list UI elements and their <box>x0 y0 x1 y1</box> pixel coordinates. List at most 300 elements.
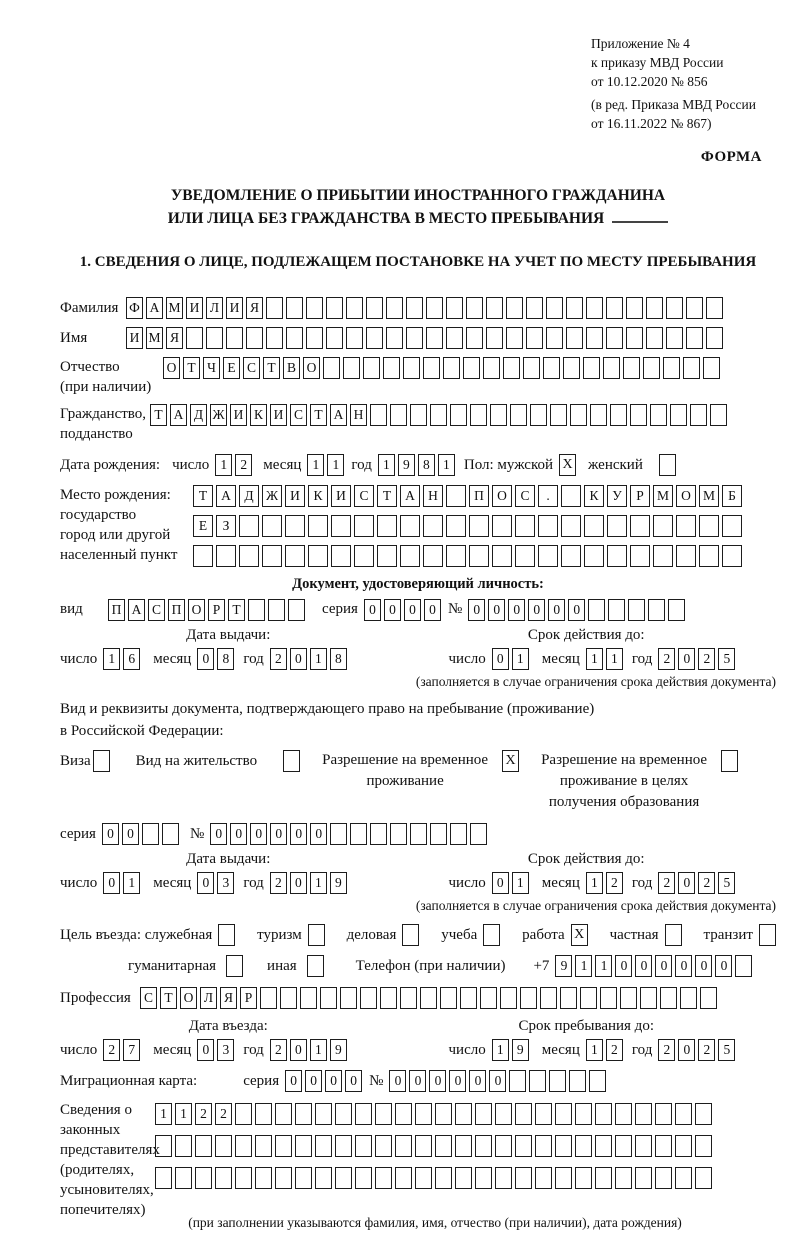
char-cell[interactable] <box>443 357 460 379</box>
char-cell[interactable] <box>346 327 363 349</box>
char-cell[interactable] <box>248 599 265 621</box>
char-cell[interactable] <box>463 357 480 379</box>
char-cell[interactable] <box>400 515 420 537</box>
char-cell[interactable] <box>216 545 236 567</box>
char-cell[interactable] <box>470 404 487 426</box>
char-cell[interactable] <box>590 404 607 426</box>
char-cell[interactable]: 2 <box>698 1039 715 1061</box>
char-cell[interactable] <box>239 515 259 537</box>
char-cell[interactable]: 0 <box>492 872 509 894</box>
char-cell[interactable] <box>492 545 512 567</box>
other-checkbox[interactable] <box>307 955 324 977</box>
char-cell[interactable] <box>286 327 303 349</box>
char-cell[interactable] <box>330 823 347 845</box>
char-cell[interactable] <box>308 515 328 537</box>
char-cell[interactable]: Т <box>193 485 213 507</box>
char-cell[interactable] <box>406 297 423 319</box>
char-cell[interactable] <box>175 1167 192 1189</box>
char-cell[interactable] <box>239 545 259 567</box>
char-cell[interactable] <box>560 987 577 1009</box>
char-cell[interactable] <box>695 1135 712 1157</box>
char-cell[interactable]: 0 <box>424 599 441 621</box>
char-cell[interactable]: 1 <box>310 1039 327 1061</box>
char-cell[interactable] <box>607 545 627 567</box>
char-cell[interactable]: 0 <box>389 1070 406 1092</box>
char-cell[interactable] <box>193 545 213 567</box>
business-checkbox[interactable] <box>402 924 419 946</box>
char-cell[interactable] <box>370 404 387 426</box>
char-cell[interactable]: 0 <box>489 1070 506 1092</box>
char-cell[interactable] <box>235 1135 252 1157</box>
char-cell[interactable] <box>635 1167 652 1189</box>
char-cell[interactable] <box>255 1135 272 1157</box>
char-cell[interactable]: Т <box>228 599 245 621</box>
char-cell[interactable] <box>285 545 305 567</box>
char-cell[interactable]: И <box>226 297 243 319</box>
char-cell[interactable]: 9 <box>330 1039 347 1061</box>
char-cell[interactable] <box>655 1103 672 1125</box>
char-cell[interactable] <box>620 987 637 1009</box>
char-cell[interactable] <box>630 515 650 537</box>
char-cell[interactable] <box>675 1103 692 1125</box>
char-cell[interactable] <box>546 327 563 349</box>
char-cell[interactable]: 0 <box>310 823 327 845</box>
char-cell[interactable] <box>668 599 685 621</box>
char-cell[interactable]: 8 <box>330 648 347 670</box>
char-cell[interactable] <box>584 545 604 567</box>
char-cell[interactable] <box>423 545 443 567</box>
char-cell[interactable] <box>430 823 447 845</box>
char-cell[interactable] <box>643 357 660 379</box>
char-cell[interactable] <box>410 404 427 426</box>
char-cell[interactable]: Т <box>150 404 167 426</box>
char-cell[interactable] <box>589 1070 606 1092</box>
char-cell[interactable]: 0 <box>528 599 545 621</box>
char-cell[interactable] <box>680 987 697 1009</box>
char-cell[interactable]: 2 <box>606 1039 623 1061</box>
char-cell[interactable]: 0 <box>250 823 267 845</box>
char-cell[interactable] <box>206 327 223 349</box>
char-cell[interactable] <box>268 599 285 621</box>
char-cell[interactable] <box>515 515 535 537</box>
char-cell[interactable]: 0 <box>655 955 672 977</box>
char-cell[interactable] <box>255 1103 272 1125</box>
char-cell[interactable] <box>530 404 547 426</box>
char-cell[interactable]: 2 <box>270 648 287 670</box>
char-cell[interactable] <box>415 1103 432 1125</box>
char-cell[interactable]: Р <box>240 987 257 1009</box>
char-cell[interactable]: О <box>492 485 512 507</box>
char-cell[interactable] <box>475 1103 492 1125</box>
char-cell[interactable] <box>346 297 363 319</box>
char-cell[interactable] <box>446 297 463 319</box>
char-cell[interactable]: Б <box>722 485 742 507</box>
char-cell[interactable] <box>520 987 537 1009</box>
char-cell[interactable] <box>690 404 707 426</box>
char-cell[interactable]: П <box>168 599 185 621</box>
char-cell[interactable]: 3 <box>217 872 234 894</box>
char-cell[interactable]: 2 <box>103 1039 120 1061</box>
char-cell[interactable] <box>515 545 535 567</box>
char-cell[interactable] <box>326 297 343 319</box>
char-cell[interactable]: 0 <box>404 599 421 621</box>
char-cell[interactable] <box>628 599 645 621</box>
char-cell[interactable] <box>395 1167 412 1189</box>
char-cell[interactable]: 2 <box>698 648 715 670</box>
char-cell[interactable]: 1 <box>575 955 592 977</box>
char-cell[interactable] <box>355 1103 372 1125</box>
char-cell[interactable]: 0 <box>488 599 505 621</box>
char-cell[interactable] <box>586 327 603 349</box>
char-cell[interactable]: 2 <box>215 1103 232 1125</box>
char-cell[interactable]: И <box>186 297 203 319</box>
char-cell[interactable] <box>446 327 463 349</box>
char-cell[interactable] <box>675 1135 692 1157</box>
char-cell[interactable] <box>653 515 673 537</box>
char-cell[interactable]: К <box>584 485 604 507</box>
char-cell[interactable] <box>515 1167 532 1189</box>
char-cell[interactable]: 1 <box>586 872 603 894</box>
char-cell[interactable] <box>335 1167 352 1189</box>
char-cell[interactable] <box>506 297 523 319</box>
char-cell[interactable]: Я <box>166 327 183 349</box>
char-cell[interactable] <box>300 987 317 1009</box>
char-cell[interactable] <box>660 987 677 1009</box>
residence-permit-checkbox[interactable] <box>283 750 300 772</box>
char-cell[interactable] <box>155 1135 172 1157</box>
char-cell[interactable] <box>526 327 543 349</box>
char-cell[interactable] <box>700 987 717 1009</box>
char-cell[interactable]: 5 <box>718 648 735 670</box>
char-cell[interactable] <box>375 1167 392 1189</box>
char-cell[interactable]: О <box>676 485 696 507</box>
tourism-checkbox[interactable] <box>308 924 325 946</box>
char-cell[interactable] <box>326 327 343 349</box>
char-cell[interactable]: 1 <box>175 1103 192 1125</box>
char-cell[interactable]: 0 <box>197 872 214 894</box>
char-cell[interactable]: 0 <box>615 955 632 977</box>
char-cell[interactable] <box>566 297 583 319</box>
char-cell[interactable] <box>503 357 520 379</box>
char-cell[interactable]: 3 <box>217 1039 234 1061</box>
char-cell[interactable]: 1 <box>438 454 455 476</box>
char-cell[interactable] <box>480 987 497 1009</box>
char-cell[interactable] <box>600 987 617 1009</box>
char-cell[interactable] <box>535 1103 552 1125</box>
char-cell[interactable] <box>543 357 560 379</box>
char-cell[interactable]: И <box>270 404 287 426</box>
char-cell[interactable] <box>235 1167 252 1189</box>
char-cell[interactable] <box>500 987 517 1009</box>
char-cell[interactable] <box>646 327 663 349</box>
char-cell[interactable] <box>380 987 397 1009</box>
char-cell[interactable] <box>288 599 305 621</box>
char-cell[interactable] <box>495 1135 512 1157</box>
char-cell[interactable] <box>630 404 647 426</box>
char-cell[interactable]: Н <box>423 485 443 507</box>
char-cell[interactable] <box>215 1167 232 1189</box>
char-cell[interactable] <box>430 404 447 426</box>
edu-permit-checkbox[interactable] <box>721 750 738 772</box>
char-cell[interactable]: 0 <box>197 1039 214 1061</box>
char-cell[interactable] <box>426 327 443 349</box>
char-cell[interactable] <box>415 1167 432 1189</box>
char-cell[interactable] <box>235 1103 252 1125</box>
char-cell[interactable] <box>370 823 387 845</box>
char-cell[interactable]: 2 <box>658 1039 675 1061</box>
char-cell[interactable] <box>366 297 383 319</box>
char-cell[interactable]: Л <box>200 987 217 1009</box>
char-cell[interactable]: 9 <box>398 454 415 476</box>
char-cell[interactable] <box>162 823 179 845</box>
char-cell[interactable]: И <box>331 485 351 507</box>
char-cell[interactable] <box>375 1103 392 1125</box>
char-cell[interactable] <box>262 545 282 567</box>
char-cell[interactable]: 2 <box>235 454 252 476</box>
char-cell[interactable] <box>635 1103 652 1125</box>
char-cell[interactable]: 0 <box>384 599 401 621</box>
char-cell[interactable]: 1 <box>586 648 603 670</box>
char-cell[interactable]: 1 <box>512 648 529 670</box>
char-cell[interactable]: Ж <box>210 404 227 426</box>
char-cell[interactable]: 0 <box>305 1070 322 1092</box>
char-cell[interactable]: 0 <box>290 1039 307 1061</box>
char-cell[interactable]: 2 <box>698 872 715 894</box>
char-cell[interactable] <box>495 1167 512 1189</box>
char-cell[interactable] <box>460 987 477 1009</box>
char-cell[interactable] <box>395 1103 412 1125</box>
char-cell[interactable] <box>615 1135 632 1157</box>
char-cell[interactable]: 5 <box>718 872 735 894</box>
char-cell[interactable] <box>486 297 503 319</box>
char-cell[interactable] <box>495 1103 512 1125</box>
char-cell[interactable] <box>354 545 374 567</box>
char-cell[interactable] <box>538 515 558 537</box>
char-cell[interactable] <box>623 357 640 379</box>
char-cell[interactable]: Р <box>630 485 650 507</box>
char-cell[interactable]: 7 <box>123 1039 140 1061</box>
char-cell[interactable] <box>555 1103 572 1125</box>
char-cell[interactable] <box>446 485 466 507</box>
char-cell[interactable] <box>315 1103 332 1125</box>
char-cell[interactable]: О <box>188 599 205 621</box>
char-cell[interactable] <box>475 1167 492 1189</box>
char-cell[interactable]: 1 <box>310 648 327 670</box>
char-cell[interactable] <box>466 297 483 319</box>
char-cell[interactable]: Я <box>246 297 263 319</box>
char-cell[interactable] <box>561 545 581 567</box>
char-cell[interactable] <box>395 1135 412 1157</box>
char-cell[interactable]: Е <box>223 357 240 379</box>
char-cell[interactable] <box>260 987 277 1009</box>
char-cell[interactable] <box>386 297 403 319</box>
char-cell[interactable]: 0 <box>675 955 692 977</box>
char-cell[interactable] <box>455 1167 472 1189</box>
char-cell[interactable]: 0 <box>695 955 712 977</box>
char-cell[interactable] <box>255 1167 272 1189</box>
char-cell[interactable]: М <box>146 327 163 349</box>
char-cell[interactable] <box>607 515 627 537</box>
char-cell[interactable] <box>275 1167 292 1189</box>
char-cell[interactable] <box>285 515 305 537</box>
char-cell[interactable] <box>663 357 680 379</box>
char-cell[interactable] <box>526 297 543 319</box>
char-cell[interactable] <box>466 327 483 349</box>
char-cell[interactable]: 0 <box>492 648 509 670</box>
char-cell[interactable]: С <box>148 599 165 621</box>
char-cell[interactable] <box>706 297 723 319</box>
char-cell[interactable] <box>670 404 687 426</box>
char-cell[interactable] <box>315 1135 332 1157</box>
char-cell[interactable] <box>486 327 503 349</box>
char-cell[interactable]: 1 <box>310 872 327 894</box>
char-cell[interactable] <box>722 515 742 537</box>
char-cell[interactable] <box>626 327 643 349</box>
char-cell[interactable] <box>406 327 423 349</box>
char-cell[interactable]: Т <box>263 357 280 379</box>
char-cell[interactable] <box>246 327 263 349</box>
char-cell[interactable]: 0 <box>102 823 119 845</box>
char-cell[interactable]: О <box>303 357 320 379</box>
char-cell[interactable]: 1 <box>307 454 324 476</box>
char-cell[interactable] <box>343 357 360 379</box>
char-cell[interactable] <box>608 599 625 621</box>
char-cell[interactable] <box>653 545 673 567</box>
char-cell[interactable] <box>400 987 417 1009</box>
char-cell[interactable]: 1 <box>606 648 623 670</box>
char-cell[interactable] <box>610 404 627 426</box>
char-cell[interactable] <box>538 545 558 567</box>
char-cell[interactable]: 1 <box>586 1039 603 1061</box>
char-cell[interactable] <box>375 1135 392 1157</box>
char-cell[interactable] <box>699 545 719 567</box>
char-cell[interactable] <box>295 1167 312 1189</box>
char-cell[interactable] <box>666 297 683 319</box>
char-cell[interactable] <box>403 357 420 379</box>
male-checkbox[interactable]: X <box>559 454 576 476</box>
char-cell[interactable]: Т <box>310 404 327 426</box>
char-cell[interactable]: О <box>163 357 180 379</box>
char-cell[interactable]: 0 <box>290 823 307 845</box>
char-cell[interactable] <box>666 327 683 349</box>
char-cell[interactable] <box>226 327 243 349</box>
char-cell[interactable] <box>435 1135 452 1157</box>
char-cell[interactable] <box>710 404 727 426</box>
char-cell[interactable]: 1 <box>215 454 232 476</box>
char-cell[interactable]: Д <box>239 485 259 507</box>
char-cell[interactable] <box>377 515 397 537</box>
char-cell[interactable]: С <box>243 357 260 379</box>
char-cell[interactable] <box>510 404 527 426</box>
char-cell[interactable]: 5 <box>718 1039 735 1061</box>
temp-permit-checkbox[interactable]: X <box>502 750 519 772</box>
char-cell[interactable] <box>386 327 403 349</box>
char-cell[interactable]: О <box>180 987 197 1009</box>
char-cell[interactable]: Т <box>160 987 177 1009</box>
char-cell[interactable]: П <box>108 599 125 621</box>
char-cell[interactable]: 1 <box>512 872 529 894</box>
char-cell[interactable] <box>626 297 643 319</box>
char-cell[interactable]: 0 <box>635 955 652 977</box>
char-cell[interactable]: 1 <box>492 1039 509 1061</box>
char-cell[interactable] <box>470 823 487 845</box>
char-cell[interactable] <box>363 357 380 379</box>
char-cell[interactable] <box>635 1135 652 1157</box>
char-cell[interactable]: С <box>140 987 157 1009</box>
char-cell[interactable]: З <box>216 515 236 537</box>
char-cell[interactable]: 2 <box>270 1039 287 1061</box>
char-cell[interactable] <box>435 1103 452 1125</box>
female-checkbox[interactable] <box>659 454 676 476</box>
char-cell[interactable] <box>215 1135 232 1157</box>
char-cell[interactable] <box>595 1135 612 1157</box>
char-cell[interactable]: 0 <box>364 599 381 621</box>
char-cell[interactable] <box>535 1135 552 1157</box>
char-cell[interactable] <box>529 1070 546 1092</box>
char-cell[interactable] <box>483 357 500 379</box>
char-cell[interactable]: 0 <box>103 872 120 894</box>
char-cell[interactable] <box>563 357 580 379</box>
char-cell[interactable] <box>335 1135 352 1157</box>
char-cell[interactable] <box>320 987 337 1009</box>
char-cell[interactable]: 0 <box>345 1070 362 1092</box>
char-cell[interactable]: 1 <box>378 454 395 476</box>
char-cell[interactable]: 0 <box>715 955 732 977</box>
char-cell[interactable]: 2 <box>195 1103 212 1125</box>
char-cell[interactable] <box>550 404 567 426</box>
char-cell[interactable] <box>699 515 719 537</box>
char-cell[interactable]: У <box>607 485 627 507</box>
char-cell[interactable] <box>575 1135 592 1157</box>
char-cell[interactable]: М <box>699 485 719 507</box>
official-checkbox[interactable] <box>218 924 235 946</box>
char-cell[interactable]: М <box>653 485 673 507</box>
char-cell[interactable] <box>420 987 437 1009</box>
char-cell[interactable]: 1 <box>123 872 140 894</box>
char-cell[interactable]: 2 <box>658 648 675 670</box>
char-cell[interactable] <box>142 823 159 845</box>
char-cell[interactable]: 0 <box>568 599 585 621</box>
char-cell[interactable] <box>606 327 623 349</box>
char-cell[interactable] <box>561 485 581 507</box>
char-cell[interactable]: 9 <box>512 1039 529 1061</box>
char-cell[interactable] <box>306 327 323 349</box>
char-cell[interactable] <box>555 1135 572 1157</box>
char-cell[interactable]: А <box>146 297 163 319</box>
char-cell[interactable] <box>175 1135 192 1157</box>
char-cell[interactable] <box>509 1070 526 1092</box>
char-cell[interactable] <box>400 545 420 567</box>
char-cell[interactable] <box>595 1167 612 1189</box>
char-cell[interactable]: 0 <box>285 1070 302 1092</box>
char-cell[interactable] <box>340 987 357 1009</box>
char-cell[interactable] <box>450 404 467 426</box>
char-cell[interactable]: Р <box>208 599 225 621</box>
char-cell[interactable] <box>575 1103 592 1125</box>
char-cell[interactable]: 0 <box>678 872 695 894</box>
char-cell[interactable]: 9 <box>330 872 347 894</box>
char-cell[interactable] <box>584 515 604 537</box>
char-cell[interactable] <box>295 1103 312 1125</box>
char-cell[interactable]: И <box>285 485 305 507</box>
char-cell[interactable]: 1 <box>103 648 120 670</box>
private-checkbox[interactable] <box>665 924 682 946</box>
char-cell[interactable] <box>490 404 507 426</box>
char-cell[interactable]: А <box>128 599 145 621</box>
study-checkbox[interactable] <box>483 924 500 946</box>
char-cell[interactable] <box>355 1167 372 1189</box>
char-cell[interactable] <box>475 1135 492 1157</box>
